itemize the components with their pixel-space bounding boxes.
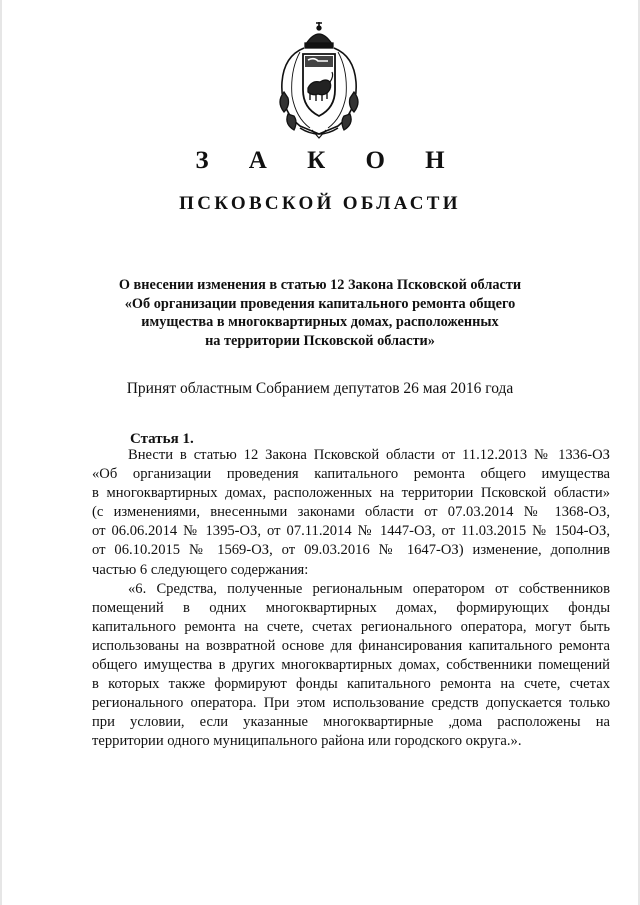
article-body xyxy=(92,446,610,752)
body-line: капитального ремонта на счете, счетах регионального оператора, могут быть xyxy=(92,618,610,635)
body-line: в которых также формируют фонды капитального ремонта на счете, счетах xyxy=(92,676,610,693)
body-line: территории одного муниципального района или городского округа.». xyxy=(92,733,522,750)
page-edge-left xyxy=(0,0,2,905)
adoption-statement: Принят областным Собранием депутатов 26 мая 2016 года xyxy=(126,380,514,397)
body-line: помещений в одних многоквартирных домах, формирующих фонды xyxy=(92,599,610,616)
coat-of-arms-emblem xyxy=(270,22,368,140)
body-line: при условии, если указанные многоквартирные ,дома расположены на xyxy=(92,714,610,731)
body-line: Внести в статью 12 Закона Псковской области от 11.12.2013 № 1336-ОЗ xyxy=(128,447,610,463)
body-line: «Об организации проведения капитального ремонта общего имущества xyxy=(92,466,610,483)
document-heading: З А К О Н xyxy=(195,147,462,174)
subtitle-line: на территории Псковской области» xyxy=(205,332,435,349)
body-line: использованы на возвратной основе для финансирования капитального ремонта xyxy=(92,637,610,654)
document-region: ПСКОВСКОЙ ОБЛАСТИ xyxy=(179,193,461,214)
body-line: от 06.06.2014 № 1395-ОЗ, от 07.11.2014 № 1447-ОЗ, от 11.03.2015 № 1504-ОЗ, xyxy=(92,523,610,540)
body-line: общего имущества в других многоквартирных домах, собственники помещений xyxy=(92,657,610,674)
article-heading: Статья 1. xyxy=(130,431,194,447)
subtitle-line: имущества в многоквартирных домах, расположенных xyxy=(141,314,499,330)
body-line: (с изменениями, внесенными законами области от 07.03.2014 № 1368-ОЗ, xyxy=(92,504,610,521)
body-line: от 06.10.2015 № 1569-ОЗ, от 09.03.2016 № 1647-ОЗ) изменение, дополнив xyxy=(92,542,610,559)
body-line: регионального оператора. При этом использование средств допускается только xyxy=(92,695,610,712)
subtitle-line: О внесении изменения в статью 12 Закона Псковской области xyxy=(118,277,522,293)
document-subtitle xyxy=(110,276,530,350)
body-line: в многоквартирных домах, расположенных на территории Псковской области» xyxy=(92,485,610,502)
body-line: частью 6 следующего содержания: xyxy=(92,561,309,578)
subtitle-line: «Об организации проведения капитального ремонта общего xyxy=(124,295,516,312)
body-line: «6. Средства, полученные региональным оператором от собственников xyxy=(128,580,610,597)
